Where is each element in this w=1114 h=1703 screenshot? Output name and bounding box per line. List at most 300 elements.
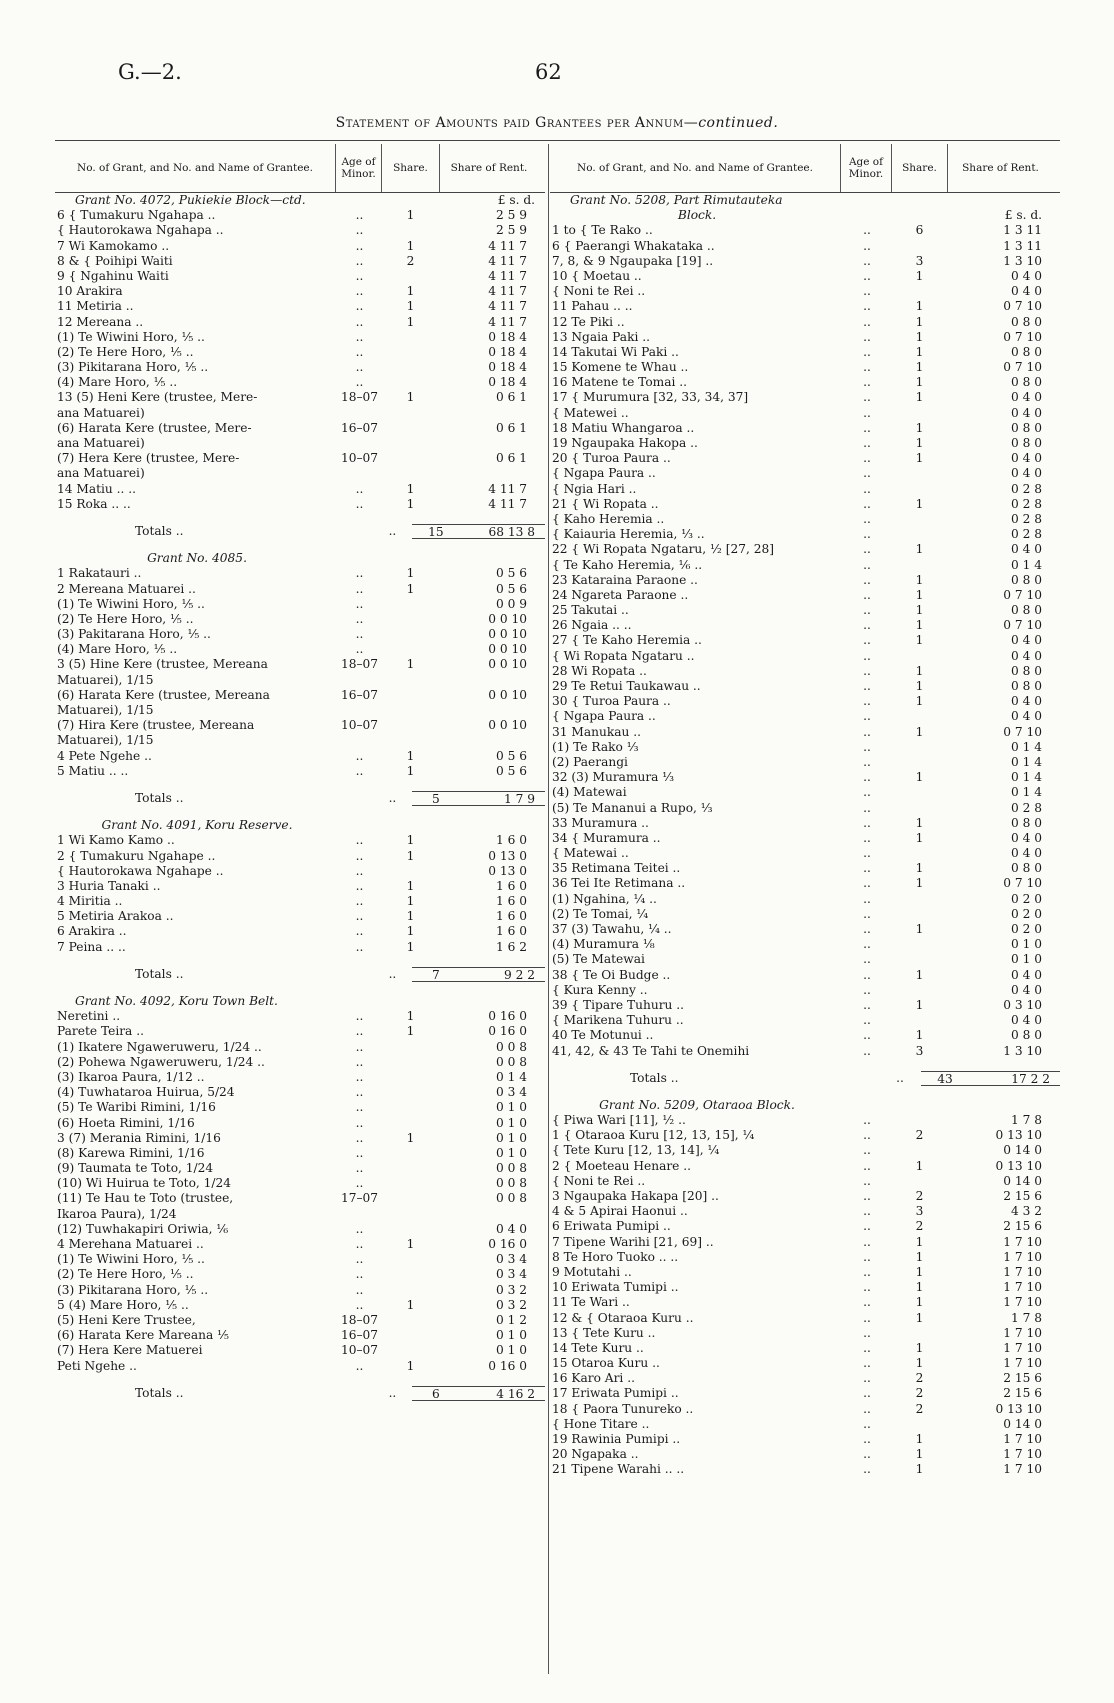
grantee-row: [550, 892, 1060, 907]
cell-rent: 0 8 0: [1010, 861, 1042, 876]
page-header: [0, 60, 1114, 90]
cell-age: ..: [863, 1386, 871, 1401]
grant-heading-row: [550, 193, 1060, 208]
grantee-row: [55, 466, 545, 481]
grantee-row: [55, 864, 545, 879]
cell-name: 32 (3) Muramura ⅓: [552, 770, 675, 785]
cell-rent: 0 1 0: [1010, 952, 1042, 967]
cell-name: { Tete Kuru [12, 13, 14], ¼: [552, 1143, 720, 1158]
cell-share: 1: [915, 360, 924, 375]
cell-rent: 1 7 10: [1003, 1325, 1042, 1340]
cell-age: ..: [863, 1371, 871, 1386]
cell-name: 7, 8, & 9 Ngaupaka [19] ..: [552, 253, 714, 268]
cell-age: 16–07: [340, 687, 379, 702]
cell-share: 1: [406, 581, 415, 596]
cell-age: ..: [355, 1252, 364, 1267]
cell-share: [892, 952, 947, 967]
cell-rent: 0 7 10: [1003, 876, 1042, 891]
cell-rent: 1 7 10: [1003, 1432, 1042, 1446]
cell-age: ..: [863, 800, 871, 815]
cell-age: ..: [355, 1085, 364, 1100]
cell-share: [382, 436, 439, 451]
cell-name: (3) Ikaroa Paura, 1/12 ..: [57, 1069, 205, 1084]
cell-name: 20 Ngapaka ..: [552, 1447, 639, 1462]
grantee-row: [55, 406, 545, 421]
cell-name: (4) Muramura ⅛: [552, 937, 655, 952]
grantee-row: [55, 597, 545, 612]
cell-rent: [957, 193, 1060, 208]
cell-name: (2) Te Here Horo, ⅕ ..: [57, 1267, 194, 1282]
cell-age: 10–07: [340, 451, 379, 466]
cell-name: 16 Karo Ari ..: [552, 1371, 635, 1386]
cell-name: 1 to { Te Rako ..: [552, 223, 653, 238]
cell-rent: 0 13 10: [995, 1128, 1042, 1143]
cell-age: ..: [863, 223, 871, 238]
grantee-row: [55, 223, 545, 238]
cell-name: (5) Heni Kere Trustee,: [57, 1312, 196, 1327]
cell-share: [382, 1283, 439, 1298]
cell-age: ..: [355, 627, 364, 642]
cell-rent: 0 14 0: [1003, 1143, 1042, 1158]
cell-rent: 1 7 10: [1003, 1295, 1042, 1310]
cell-rent: £ s. d.: [497, 193, 535, 207]
grantee-row: [550, 466, 1060, 481]
cell-rent: 0 6 1: [495, 390, 527, 405]
cell-share: [382, 1176, 439, 1191]
cell-rent: 0 4 0: [1010, 1013, 1042, 1028]
grantee-row: [55, 299, 545, 314]
cell-share: 1: [915, 694, 924, 709]
cell-age: ..: [355, 939, 364, 954]
cell-age: ..: [863, 967, 871, 982]
grantee-row: [550, 1235, 1060, 1250]
grantee-row: [55, 582, 545, 597]
grantee-row: [55, 718, 545, 733]
cell-age: ..: [355, 496, 364, 511]
grantee-row: [55, 688, 545, 703]
cell-share: 1: [406, 909, 415, 924]
grantee-row: [55, 642, 545, 657]
cell-name: 39 { Tipare Tuhuru ..: [552, 997, 684, 1012]
cell-age: ..: [355, 1130, 364, 1145]
cell-age: ..: [355, 1039, 364, 1054]
cell-rent: 4 3 2: [1010, 1204, 1042, 1219]
cell-name: 33 Muramura ..: [552, 815, 649, 830]
cell-share: 1: [915, 314, 924, 329]
cell-share: 43: [921, 1071, 968, 1086]
cell-name: 1 Wi Kamo Kamo ..: [57, 833, 175, 848]
grantee-row: [55, 1267, 545, 1282]
cell-name: 36 Tei Ite Retimana ..: [552, 876, 686, 891]
cell-rent: 0 4 0: [1010, 694, 1042, 709]
cell-share: [382, 1161, 439, 1176]
cell-age: ..: [863, 253, 871, 268]
grantee-row: [55, 315, 545, 330]
cell-rent: 4 11 7: [488, 268, 527, 283]
cell-name: 38 { Te Oi Budge ..: [552, 967, 671, 982]
cell-share: 1: [915, 344, 924, 359]
cell-age: ..: [863, 511, 871, 526]
cell-name: 14 Matiu .. ..: [57, 481, 137, 496]
cell-share: [382, 223, 439, 238]
cell-share: [892, 558, 947, 573]
cell-age: ..: [355, 299, 364, 314]
cell-share: [892, 1417, 947, 1432]
cell-name: 4 Miritia ..: [57, 894, 123, 909]
cell-rent: 4 11 7: [488, 481, 527, 496]
grantee-row: [55, 1055, 545, 1070]
grantee-row: [550, 664, 1060, 679]
cell-share: 1: [406, 496, 415, 511]
cell-rent: 0 2 8: [1010, 527, 1042, 542]
cell-age: [337, 406, 382, 421]
cell-share: 1: [915, 1356, 924, 1371]
cell-name: (7) Hira Kere (trustee, Mereana: [57, 718, 255, 733]
cell-name: (6) Harata Kere (trustee, Mereana: [57, 687, 270, 702]
cell-share: [382, 718, 439, 733]
cell-name: (4) Mare Horo, ⅕ ..: [57, 642, 178, 657]
cell-share: 1: [406, 299, 415, 314]
grantee-row: [55, 482, 545, 497]
cell-age: 18–07: [340, 390, 379, 405]
cell-share: [382, 597, 439, 612]
cell-share: 1: [406, 878, 415, 893]
cell-share: 1: [915, 1249, 924, 1264]
cell-age: ..: [355, 878, 364, 893]
cell-age: 10–07: [340, 1343, 379, 1358]
cell-name: Matuarei), 1/15: [57, 703, 154, 717]
cell-age: ..: [388, 523, 397, 538]
row-spacer: [55, 1374, 545, 1386]
cell-age: ..: [355, 1237, 364, 1251]
cell-age: ..: [355, 596, 364, 611]
cell-age: ..: [863, 663, 871, 678]
cell-name: (1) Ikatere Ngaweruweru, 1/24 ..: [57, 1039, 262, 1054]
grantee-row: [55, 764, 545, 779]
cell-rent: 0 1 4: [495, 1069, 527, 1084]
cell-share: [382, 1191, 439, 1206]
left-table-body: [55, 193, 545, 1401]
cell-rent: 0 13 0: [488, 863, 527, 878]
cell-name: { Piwa Wari [11], ½ ..: [552, 1113, 686, 1128]
cell-rent: 1 7 10: [1003, 1280, 1042, 1295]
cell-age: ..: [355, 1221, 364, 1236]
cell-share: 1: [915, 1028, 924, 1043]
cell-name: 13 (5) Heni Kere (trustee, Mere-: [57, 390, 258, 405]
cell-name: 12 Te Piki ..: [552, 314, 625, 329]
cell-share: [382, 703, 439, 718]
cell-share: [382, 864, 439, 879]
cell-name: Totals ..: [135, 790, 184, 805]
cell-name: { Noni te Rei ..: [552, 1173, 646, 1188]
cell-name: (10) Wi Huirua te Toto, 1/24: [57, 1176, 232, 1191]
cell-rent: 0 13 0: [488, 848, 527, 863]
cell-age: ..: [355, 566, 364, 581]
cell-name: 18 Matiu Whangaroa ..: [552, 420, 695, 435]
grantee-row: [550, 1044, 1060, 1059]
cell-share: 1: [915, 1432, 924, 1446]
cell-share: [382, 330, 439, 345]
cell-age: ..: [863, 1113, 871, 1128]
cell-rent: 0 2 0: [1010, 922, 1042, 936]
cell-age: ..: [863, 284, 871, 299]
totals-row: [55, 791, 545, 806]
cell-name: 28 Wi Ropata ..: [552, 663, 647, 678]
grantee-row: [55, 1009, 545, 1024]
cell-age: ..: [863, 451, 871, 466]
cell-age: ..: [863, 679, 871, 693]
cell-age: ..: [863, 876, 871, 891]
cell-age: ..: [355, 1282, 364, 1297]
cell-rent: 0 0 10: [488, 642, 527, 657]
cell-name: (6) Harata Kere (trustee, Mere-: [57, 420, 252, 435]
cell-rent: [439, 1207, 537, 1222]
cell-rent: 0 4 0: [1010, 846, 1042, 861]
cell-name: 9 { Ngahinu Waiti: [57, 268, 169, 283]
column-separator: [548, 144, 549, 1674]
cell-name: 34 { Muramura ..: [552, 830, 661, 845]
cell-rent: 1 6 0: [495, 833, 527, 848]
cell-share: 1: [406, 894, 415, 909]
cell-share: [382, 1085, 439, 1100]
grantee-row: [550, 1265, 1060, 1280]
grantee-row: [550, 299, 1060, 314]
row-spacer: [55, 982, 545, 994]
cell-age: ..: [863, 420, 871, 435]
cell-rent: [439, 436, 537, 451]
cell-share: 1: [915, 1234, 924, 1249]
cell-share: [892, 937, 947, 952]
cell-rent: [439, 406, 537, 421]
cell-age: ..: [863, 542, 871, 557]
cell-rent: 0 2 0: [1010, 906, 1042, 921]
cell-share: [892, 846, 947, 861]
totals-row: [55, 524, 545, 539]
cell-share: 1: [406, 284, 415, 299]
cell-share: 1: [915, 861, 924, 876]
cell-rent: 0 1 0: [495, 1343, 527, 1358]
page-reference: G.—2.: [118, 60, 182, 84]
cell-share: 1: [915, 299, 924, 314]
cell-rent: 2 5 9: [495, 223, 527, 238]
grantee-row: [55, 330, 545, 345]
cell-age: [349, 994, 393, 1009]
cell-name: { Kaho Heremia ..: [552, 511, 665, 526]
cell-share: 1: [915, 1280, 924, 1295]
cell-rent: [439, 733, 537, 748]
cell-share: 1: [406, 208, 415, 223]
cell-rent: 0 8 0: [1010, 420, 1042, 435]
cell-name: 24 Ngareta Paraone ..: [552, 587, 689, 602]
cell-age: ..: [863, 1234, 871, 1249]
cell-rent: 17 2 2: [969, 1071, 1060, 1086]
cell-age: ..: [355, 1267, 364, 1282]
cell-name: Neretini ..: [57, 1009, 121, 1024]
cell-name: 13 Ngaia Paki ..: [552, 329, 650, 344]
cell-age: [337, 818, 382, 833]
cell-rent: 1 7 10: [1003, 1356, 1042, 1371]
cell-age: ..: [863, 557, 871, 572]
cell-rent: 0 7 10: [1003, 299, 1042, 314]
cell-rent: 0 8 0: [1010, 603, 1042, 618]
cell-name: 11 Metiria ..: [57, 299, 134, 314]
cell-rent: 0 8 0: [1010, 572, 1042, 587]
cell-share: [892, 785, 947, 800]
header-share: Share.: [891, 144, 947, 192]
grantee-row: [550, 436, 1060, 451]
cell-share: 1: [915, 420, 924, 435]
cell-share: 1: [406, 566, 415, 581]
cell-age: ..: [863, 436, 871, 450]
cell-share: 1: [915, 1447, 924, 1462]
cell-age: ..: [355, 481, 364, 496]
grantee-row: [55, 1222, 545, 1237]
cell-share: [382, 1328, 439, 1343]
cell-share: 1: [915, 1295, 924, 1310]
cell-share: [892, 801, 947, 816]
cell-age: 18–07: [340, 1312, 379, 1327]
grantee-row: [55, 733, 545, 748]
grantee-row: [550, 618, 1060, 633]
cell-name: 9 Motutahi ..: [552, 1264, 632, 1279]
cell-share: [382, 551, 439, 566]
cell-name: { Noni te Rei ..: [552, 284, 646, 299]
statement-title: [0, 115, 1114, 131]
cell-rent: 0 16 0: [488, 1024, 527, 1039]
cell-rent: 4 11 7: [488, 253, 527, 268]
cell-name: 3 Ngaupaka Hakapa [20] ..: [552, 1189, 719, 1203]
cell-age: ..: [863, 1219, 871, 1234]
cell-age: ..: [863, 466, 871, 481]
cell-age: ..: [863, 648, 871, 663]
cell-age: ..: [863, 238, 871, 253]
cell-name: (3) Pikitarana Horo, ⅕ ..: [57, 1282, 209, 1297]
cell-rent: 1 7 10: [1003, 1234, 1042, 1249]
cell-rent: 1 3 11: [1003, 223, 1042, 238]
cell-name: 16 Matene te Tomai ..: [552, 375, 688, 390]
cell-rent: 0 7 10: [1003, 587, 1042, 602]
cell-name: ana Matuarei): [57, 436, 145, 450]
cell-age: ..: [355, 1115, 364, 1130]
cell-share: 1: [406, 763, 415, 778]
cell-name: Grant No. 4085.: [147, 551, 247, 566]
grantee-row: [550, 345, 1060, 360]
cell-age: ..: [896, 1070, 904, 1085]
grantee-row: [550, 254, 1060, 269]
cell-share: [382, 345, 439, 360]
cell-share: 2: [915, 1219, 924, 1234]
cell-rent: 0 5 6: [495, 763, 527, 778]
cell-share: [382, 688, 439, 703]
cell-name: 8 Te Horo Tuoko .. ..: [552, 1249, 679, 1264]
grantee-row: [55, 1040, 545, 1055]
grantee-row: [55, 254, 545, 269]
grantee-row: [550, 360, 1060, 375]
grantee-row: [55, 627, 545, 642]
cell-age: ..: [355, 1069, 364, 1084]
row-spacer: [55, 806, 545, 818]
grantee-row: [550, 1402, 1060, 1417]
cell-age: ..: [863, 375, 871, 390]
grantee-row: [550, 421, 1060, 436]
cell-share: [382, 451, 439, 466]
cell-share: 1: [406, 1358, 415, 1373]
cell-rent: 1 7 8: [1010, 1310, 1042, 1325]
cell-rent: 0 1 0: [1010, 937, 1042, 952]
cell-name: { Hone Titare ..: [552, 1416, 650, 1431]
grantee-row: [550, 1462, 1060, 1477]
cell-age: ..: [355, 748, 364, 763]
cell-age: ..: [863, 1401, 871, 1416]
cell-name: Grant No. 4092, Koru Town Belt.: [75, 994, 278, 1008]
cell-name: (8) Karewa Rimini, 1/16: [57, 1145, 205, 1160]
cell-age: ..: [355, 1297, 364, 1312]
grantee-row: [550, 315, 1060, 330]
grantee-row: [55, 1298, 545, 1313]
cell-rent: 0 4 0: [1010, 542, 1042, 557]
grantee-row: [55, 360, 545, 375]
cell-name: 12 Mereana ..: [57, 314, 144, 329]
cell-age: ..: [355, 581, 364, 596]
cell-name: 10 Eriwata Tumipi ..: [552, 1280, 679, 1295]
grantee-row: [550, 907, 1060, 922]
cell-share: [382, 1222, 439, 1237]
grantee-row: [55, 1191, 545, 1206]
grantee-row: [550, 1417, 1060, 1432]
cell-rent: 0 1 0: [495, 1130, 527, 1145]
cell-name: (2) Te Here Horo, ⅕ ..: [57, 611, 194, 626]
cell-age: ..: [863, 997, 871, 1012]
cell-rent: 0 2 8: [1010, 496, 1042, 511]
cell-name: { Te Kaho Heremia, ⅙ ..: [552, 557, 703, 572]
cell-rent: 0 1 4: [1010, 754, 1042, 769]
page-number: 62: [535, 60, 562, 84]
cell-name: Grant No. 5209, Otaraoa Block.: [599, 1097, 795, 1112]
cell-name: (4) Matewai: [552, 785, 627, 800]
grantee-row: [550, 1113, 1060, 1128]
cell-age: ..: [863, 1280, 871, 1295]
cell-age: ..: [863, 360, 871, 375]
header-name: No. of Grant, and No. and Name of Grantee.: [577, 162, 813, 174]
cell-rent: 0 1 4: [1010, 785, 1042, 800]
grantee-row: [55, 390, 545, 405]
cell-share: 1: [406, 1009, 415, 1024]
cell-rent: 4 11 7: [488, 238, 527, 253]
cell-share: 1: [915, 496, 924, 511]
cell-rent: 1 6 0: [495, 924, 527, 939]
grantee-row: [550, 1280, 1060, 1295]
header-name: No. of Grant, and No. and Name of Grantee.: [77, 162, 313, 174]
cell-rent: [449, 994, 545, 1009]
cell-rent: 0 4 0: [1010, 709, 1042, 724]
cell-rent: 2 15 6: [1003, 1386, 1042, 1401]
grantee-row: [550, 1028, 1060, 1043]
cell-age: ..: [863, 1416, 871, 1431]
grantee-row: [55, 436, 545, 451]
cell-rent: 0 18 4: [488, 360, 527, 375]
header-age: Age of Minor.: [840, 144, 891, 192]
grantee-row: [550, 451, 1060, 466]
grantee-row: [550, 588, 1060, 603]
cell-share: 1: [915, 587, 924, 602]
cell-rent: 0 8 0: [1010, 815, 1042, 830]
cell-share: 1: [915, 770, 924, 785]
cell-rent: 0 3 2: [495, 1282, 527, 1297]
cell-age: ..: [355, 611, 364, 626]
cell-share: [382, 818, 439, 833]
grantee-row: [550, 801, 1060, 816]
grantee-row: [550, 937, 1060, 952]
